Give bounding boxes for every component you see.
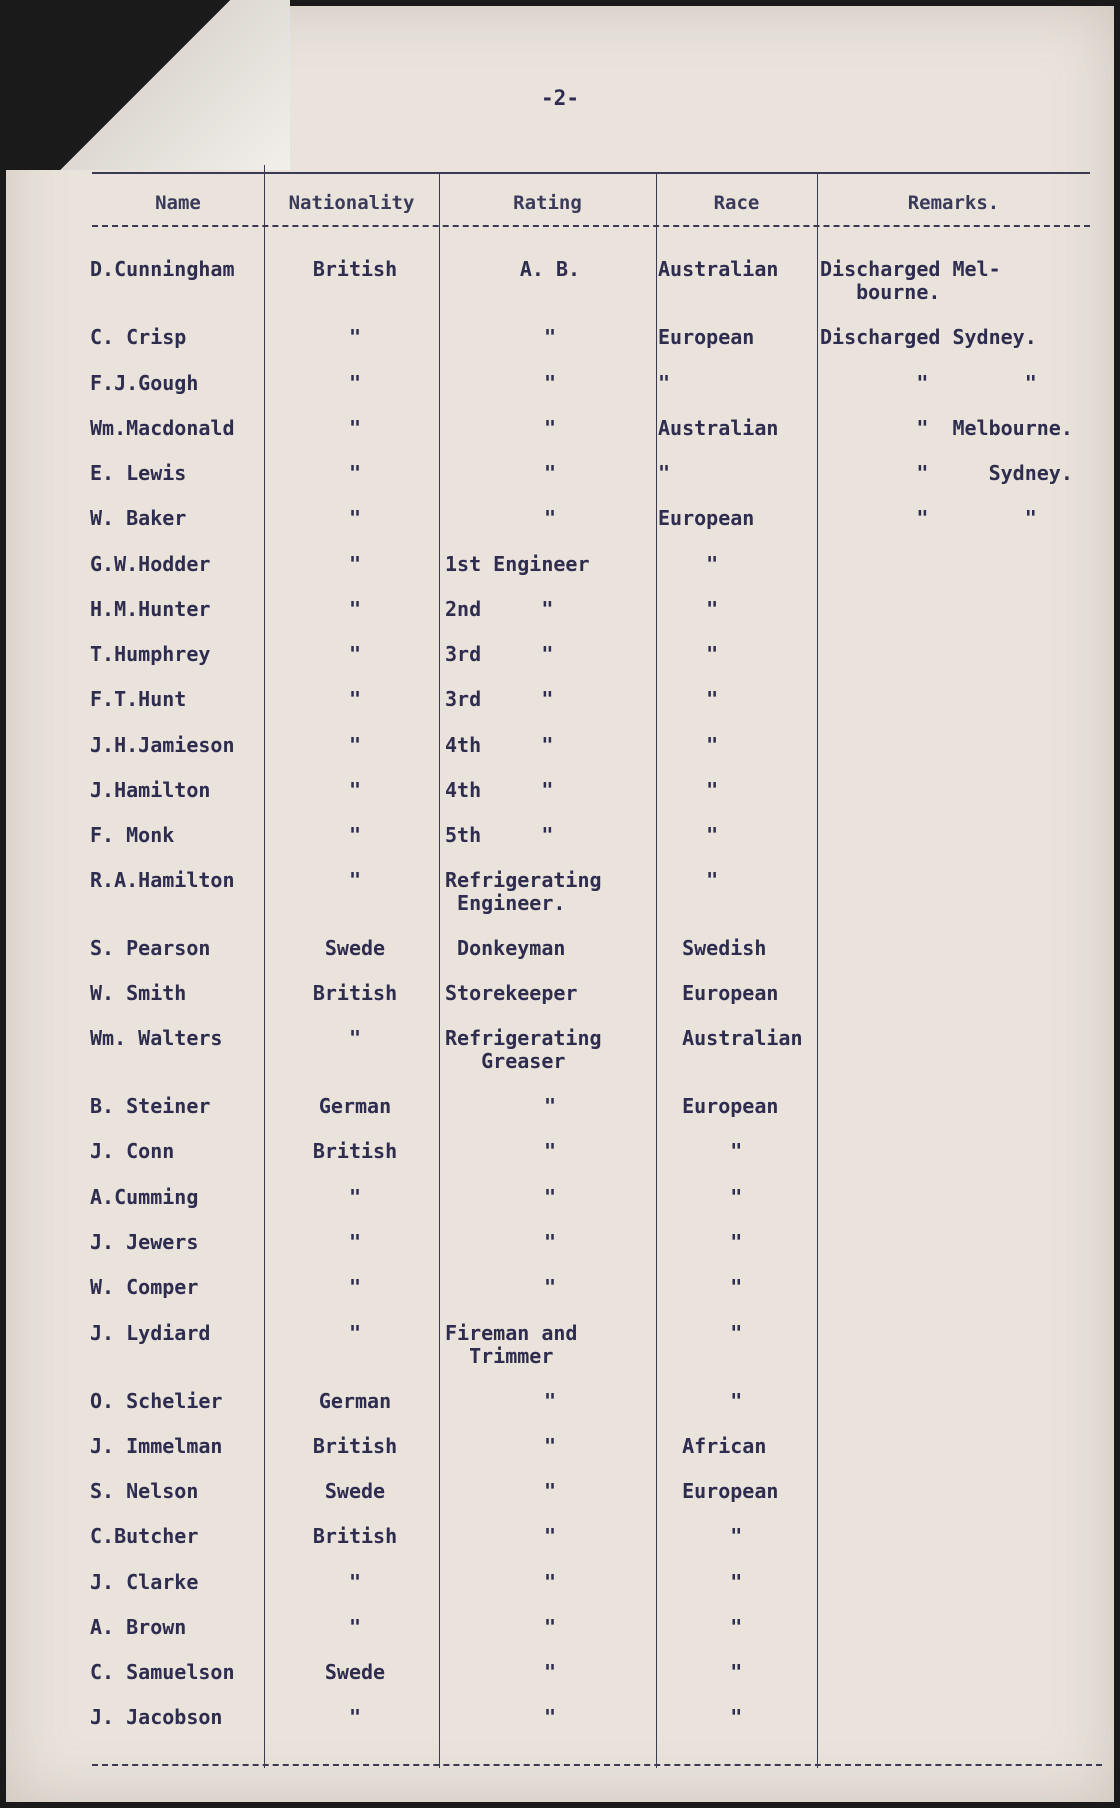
cell-rating: " [543,1275,557,1299]
cell-rating: 4th " [445,733,554,757]
cell-race: " [658,733,719,757]
cell-name: F.T.Hunt [90,687,187,711]
cell-nationality: " [348,371,362,395]
cell-rating: 3rd " [445,687,554,711]
cell-race: " [658,778,719,802]
cell-name: W. Baker [90,506,187,530]
cell-race: European [658,981,779,1005]
cell-nationality: British [312,257,398,281]
cell-rating: " [543,1139,557,1163]
cell-rating: Storekeeper [445,981,578,1005]
cell-race: " [658,1185,743,1209]
cell-race: Swedish [658,936,767,960]
cell-nationality: " [348,868,362,892]
cell-name: O. Schelier [90,1389,223,1413]
cell-rating: Donkeyman [445,936,566,960]
cell-rating: Fireman and Trimmer [445,1321,578,1368]
cell-nationality: " [348,1026,362,1050]
cell-race: European [658,325,755,349]
folded-corner [0,0,290,170]
cell-rating: " [543,1615,557,1639]
cell-name: J. Lydiard [90,1321,211,1345]
cell-race: " [658,1615,743,1639]
cell-nationality: " [348,325,362,349]
cell-rating: " [543,1230,557,1254]
cell-nationality: British [312,981,398,1005]
cell-nationality: Swede [324,1660,386,1684]
header-rating: Rating [513,192,582,214]
table-top-rule [92,172,1090,174]
cell-name: S. Pearson [90,936,211,960]
cell-name: A.Cumming [90,1185,199,1209]
column-divider [656,172,657,1768]
cell-nationality: German [318,1094,392,1118]
cell-nationality: " [348,552,362,576]
cell-race: " [658,1570,743,1594]
cell-rating: 3rd " [445,642,554,666]
cell-race: " [658,868,719,892]
cell-race: " [658,1660,743,1684]
cell-nationality: " [348,1185,362,1209]
cell-race: European [658,1479,779,1503]
cell-race: " [658,1275,743,1299]
cell-name: W. Smith [90,981,187,1005]
column-divider [264,165,265,1768]
cell-race: " [658,1389,743,1413]
cell-rating: " [543,325,557,349]
cell-nationality: " [348,416,362,440]
cell-race: " [658,1230,743,1254]
cell-rating: 4th " [445,778,554,802]
cell-name: F. Monk [90,823,175,847]
cell-name: J. Conn [90,1139,175,1163]
cell-nationality: British [312,1524,398,1548]
cell-rating: " [543,1705,557,1729]
header-divider [92,225,1090,227]
cell-rating: " [543,1434,557,1458]
cell-rating: " [543,1660,557,1684]
cell-rating: " [543,1389,557,1413]
cell-race: Australian [658,416,779,440]
cell-name: E. Lewis [90,461,187,485]
cell-nationality: British [312,1434,398,1458]
cell-race: African [658,1434,767,1458]
cell-race: Australian [658,1026,803,1050]
cell-rating: " [543,416,557,440]
cell-nationality: " [348,1321,362,1345]
table-bottom-rule [92,1764,1102,1766]
cell-nationality: " [348,1570,362,1594]
cell-rating: " [543,1094,557,1118]
cell-name: W. Comper [90,1275,199,1299]
cell-name: R.A.Hamilton [90,868,235,892]
cell-remarks: " Melbourne. [820,416,1073,440]
cell-name: J. Jewers [90,1230,199,1254]
cell-race: European [658,506,755,530]
cell-name: B. Steiner [90,1094,211,1118]
cell-name: T.Humphrey [90,642,211,666]
header-nationality: Nationality [288,192,415,214]
cell-name: G.W.Hodder [90,552,211,576]
page-number: -2- [541,86,579,110]
cell-rating: " [543,1570,557,1594]
cell-rating: 1st Engineer [445,552,590,576]
cell-name: C.Butcher [90,1524,199,1548]
cell-remarks: Discharged Mel- bourne. [820,257,1001,304]
cell-name: F.J.Gough [90,371,199,395]
cell-rating: Refrigerating Engineer. [445,868,602,915]
cell-race: European [658,1094,779,1118]
cell-race: " [658,1524,743,1548]
cell-nationality: " [348,461,362,485]
cell-name: J. Clarke [90,1570,199,1594]
cell-remarks: " " [820,371,1037,395]
cell-rating: " [543,1185,557,1209]
cell-name: C. Crisp [90,325,187,349]
cell-remarks: " " [820,506,1037,530]
cell-race: " [658,1139,743,1163]
cell-name: J. Immelman [90,1434,223,1458]
cell-name: A. Brown [90,1615,187,1639]
cell-nationality: " [348,778,362,802]
cell-nationality: " [348,597,362,621]
cell-rating: 2nd " [445,597,554,621]
cell-race: " [658,371,671,395]
cell-rating: " [543,371,557,395]
cell-name: H.M.Hunter [90,597,211,621]
cell-race: " [658,642,719,666]
cell-name: J.Hamilton [90,778,211,802]
cell-name: Wm.Macdonald [90,416,235,440]
cell-nationality: " [348,1230,362,1254]
cell-nationality: British [312,1139,398,1163]
cell-rating: 5th " [445,823,554,847]
cell-rating: " [543,1479,557,1503]
cell-nationality: " [348,642,362,666]
cell-race: " [658,597,719,621]
cell-name: J.H.Jamieson [90,733,235,757]
cell-nationality: " [348,1275,362,1299]
cell-nationality: Swede [324,1479,386,1503]
header-remarks: Remarks. [907,192,1000,214]
header-name: Name [155,192,201,214]
cell-nationality: " [348,687,362,711]
cell-race: Australian [658,257,779,281]
cell-nationality: German [318,1389,392,1413]
cell-name: C. Samuelson [90,1660,235,1684]
cell-nationality: " [348,1705,362,1729]
cell-race: " [658,552,719,576]
cell-race: " [658,687,719,711]
cell-remarks: Discharged Sydney. [820,325,1037,349]
cell-name: S. Nelson [90,1479,199,1503]
cell-rating: " [543,1524,557,1548]
cell-nationality: " [348,733,362,757]
cell-remarks: " Sydney. [820,461,1073,485]
cell-race: " [658,1321,743,1345]
cell-nationality: " [348,1615,362,1639]
cell-race: " [658,1705,743,1729]
cell-nationality: " [348,823,362,847]
cell-nationality: Swede [324,936,386,960]
cell-name: J. Jacobson [90,1705,223,1729]
cell-rating: Refrigerating Greaser [445,1026,602,1073]
cell-race: " [658,461,671,485]
cell-name: D.Cunningham [90,257,235,281]
cell-race: " [658,823,719,847]
cell-rating: A. B. [519,257,581,281]
cell-name: Wm. Walters [90,1026,223,1050]
cell-rating: " [543,461,557,485]
cell-nationality: " [348,506,362,530]
cell-rating: " [543,506,557,530]
header-race: Race [713,192,760,214]
